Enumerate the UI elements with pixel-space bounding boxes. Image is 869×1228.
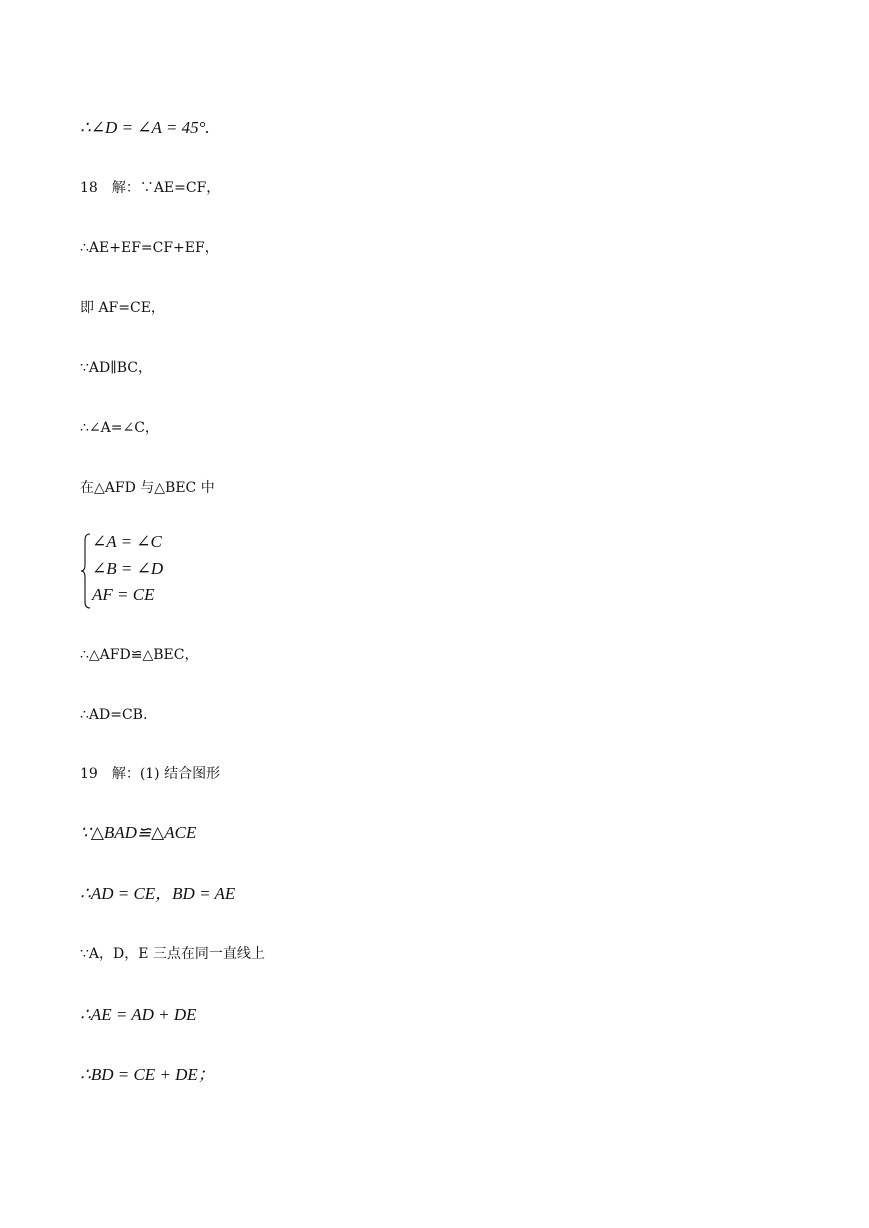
proof-line: ∴∠D = ∠A = 45°. xyxy=(80,118,210,137)
system-equation: ∠B = ∠D xyxy=(92,559,164,578)
proof-line: ∴BD = CE + DE； xyxy=(80,1065,215,1084)
system-equation: AF = CE xyxy=(92,585,155,604)
proof-line: 即 AF=CE， xyxy=(80,300,165,316)
proof-line: 在△AFD 与△BEC 中 xyxy=(80,480,215,496)
proof-line: ∵△BAD≌△ACE xyxy=(80,823,197,842)
left-brace-icon xyxy=(80,532,92,610)
proof-line: ∴AE = AD + DE xyxy=(80,1005,197,1024)
proof-line: ∴∠A=∠C， xyxy=(80,420,159,436)
proof-line: ∵AD∥BC， xyxy=(80,360,152,376)
problem-18-header: 18 解：∵AE=CF， xyxy=(80,180,221,196)
proof-line: ∴AD = CE，BD = AE xyxy=(80,884,236,903)
proof-line: ∴△AFD≌△BEC， xyxy=(80,647,199,663)
proof-line: ∵A，D，E 三点在同一直线上 xyxy=(80,946,265,962)
problem-19-header: 19 解：(1) 结合图形 xyxy=(80,766,221,782)
system-equation: ∠A = ∠C xyxy=(92,532,162,551)
proof-line: ∴AE+EF=CF+EF， xyxy=(80,240,219,256)
proof-line: ∴AD=CB. xyxy=(80,707,148,723)
